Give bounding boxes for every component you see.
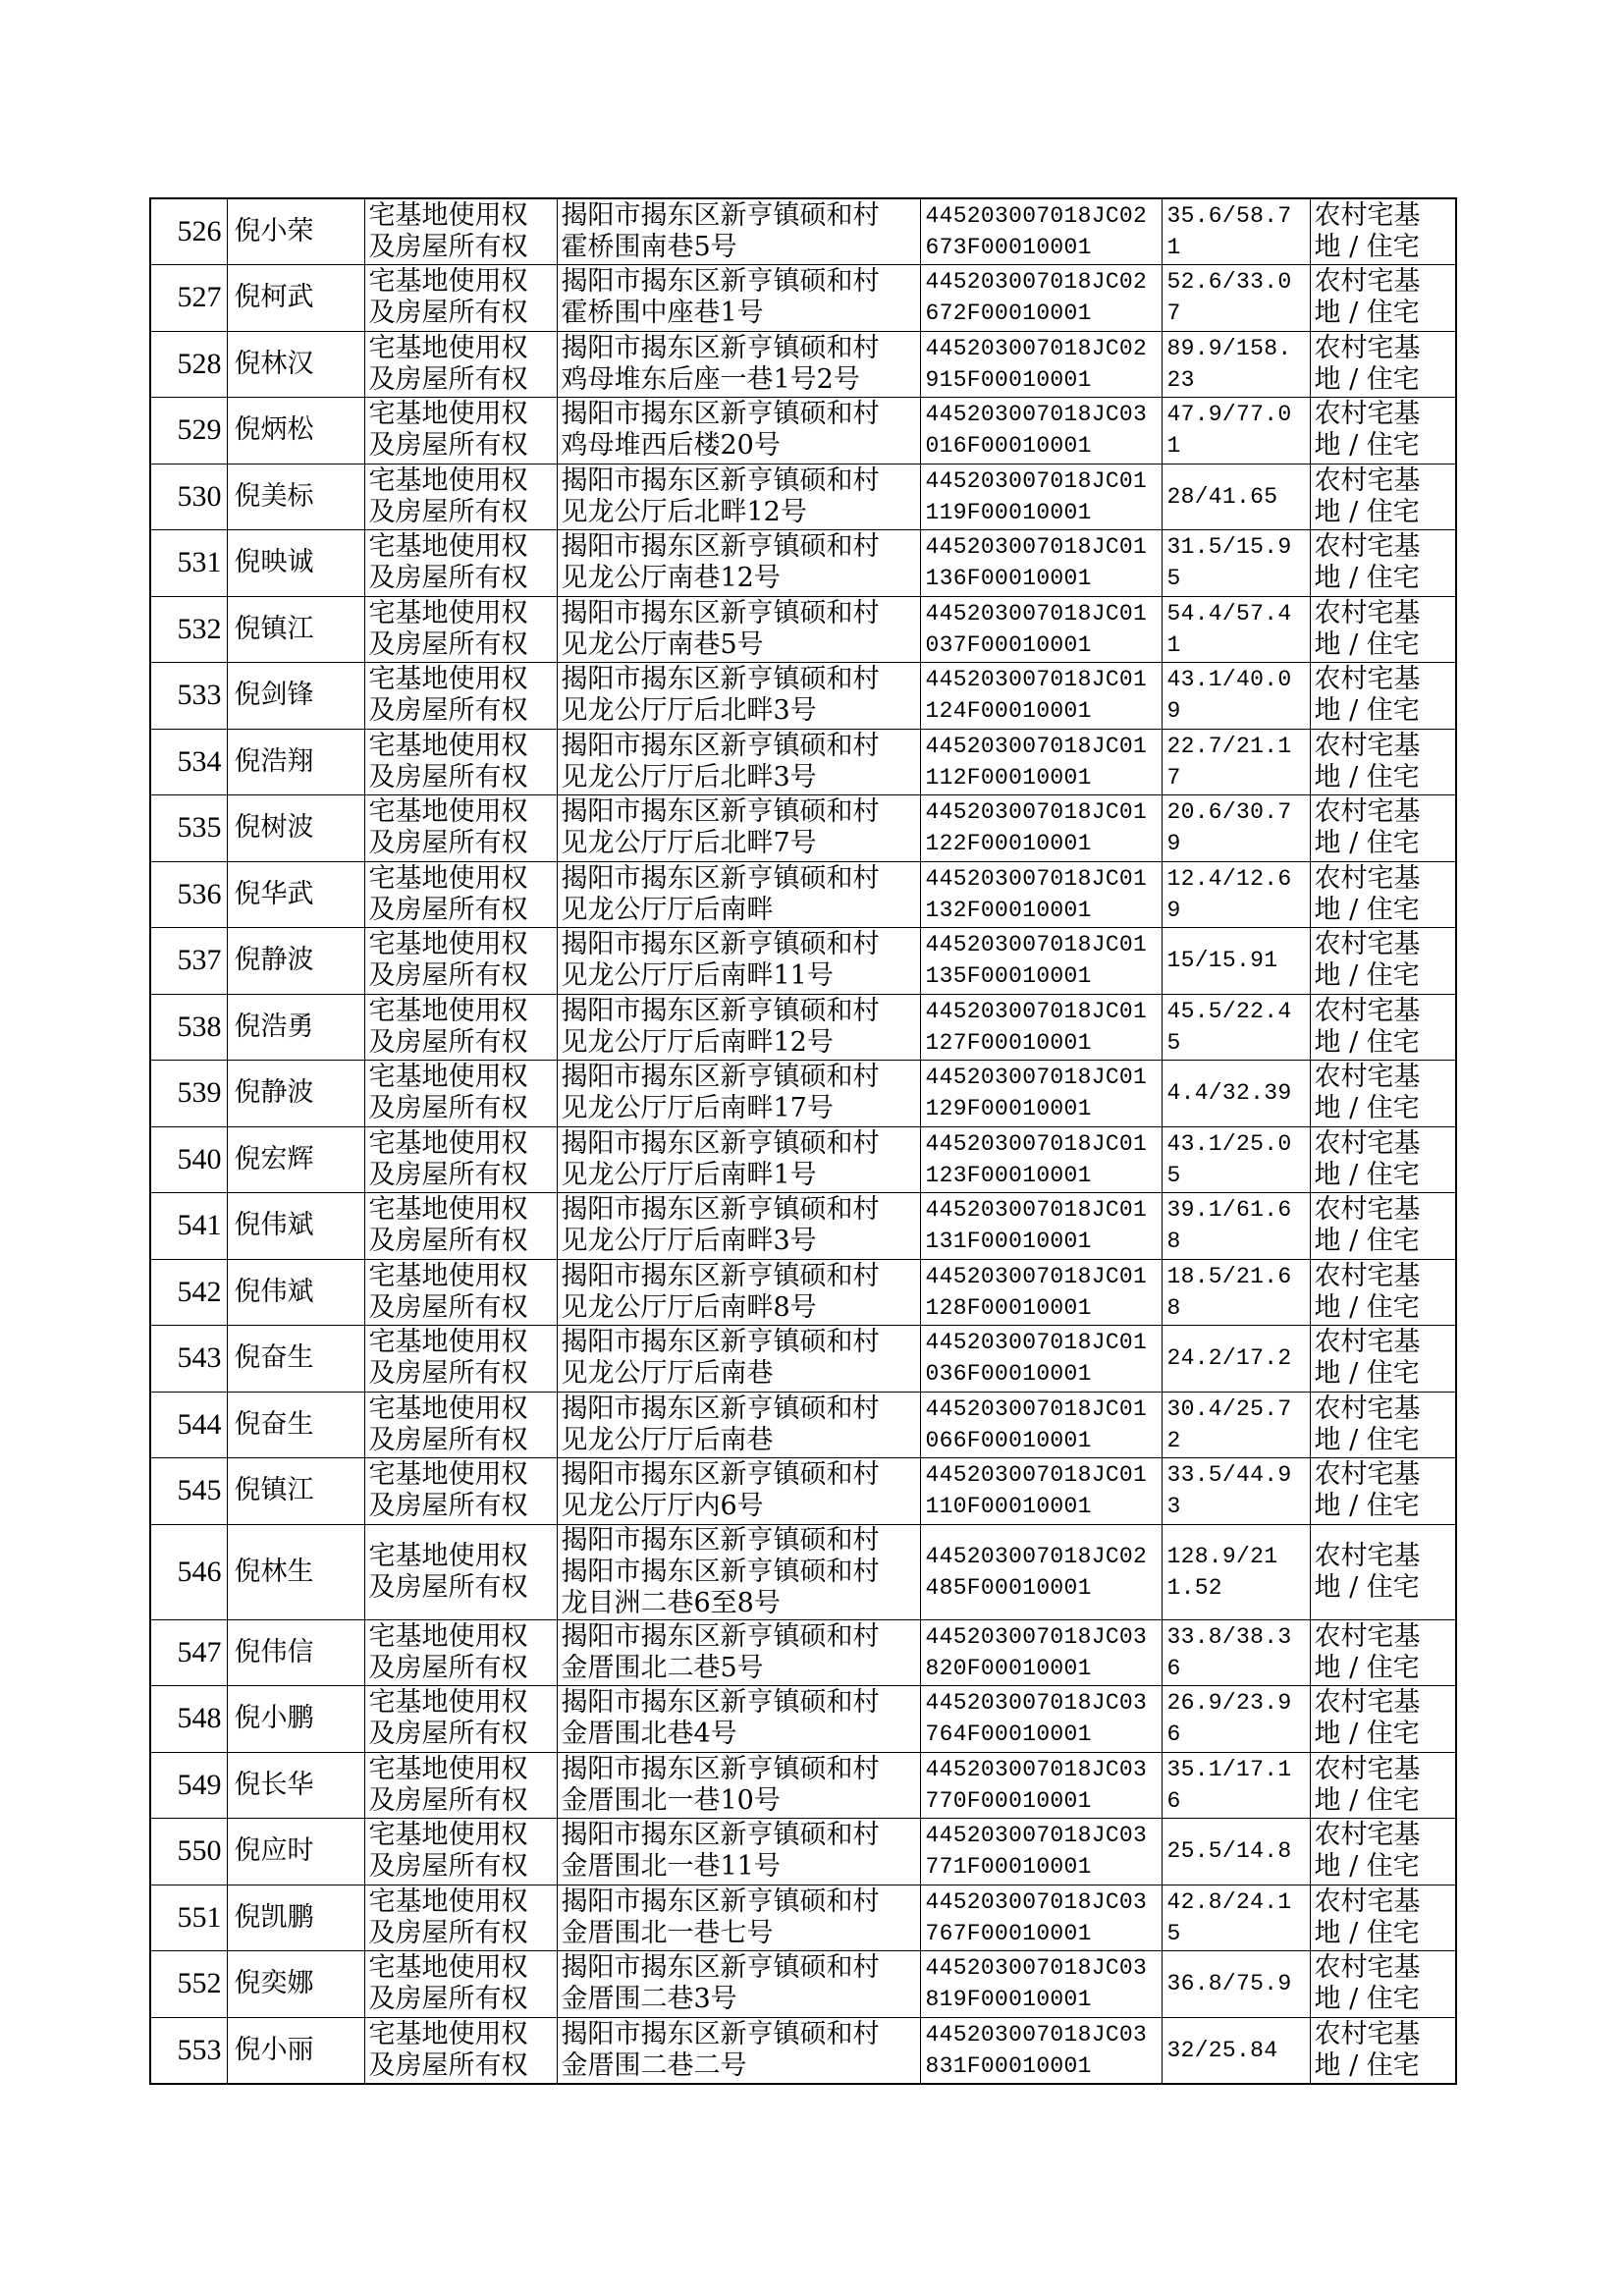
area-value: 30.4/25.72 bbox=[1162, 1392, 1310, 1458]
right-type: 宅基地使用权及房屋所有权 bbox=[364, 1819, 557, 1885]
land-usage: 农村宅基地 / 住宅 bbox=[1310, 1061, 1456, 1127]
area-value: 25.5/14.8 bbox=[1162, 1819, 1310, 1885]
owner-name: 倪映诚 bbox=[227, 530, 364, 597]
owner-name: 倪凯鹏 bbox=[227, 1885, 364, 1951]
land-usage: 农村宅基地 / 住宅 bbox=[1310, 1326, 1456, 1393]
unit-code: 445203007018JC01123F00010001 bbox=[920, 1126, 1162, 1193]
unit-code: 445203007018JC01127F00010001 bbox=[920, 994, 1162, 1061]
property-address: 揭阳市揭东区新亨镇硕和村见龙公厅厅后南畔8号 bbox=[557, 1259, 920, 1326]
owner-name: 倪静波 bbox=[227, 1061, 364, 1127]
table-row bbox=[150, 1061, 1456, 1127]
unit-code: 445203007018JC01037F00010001 bbox=[920, 596, 1162, 663]
property-address: 揭阳市揭东区新亨镇硕和村见龙公厅厅后南巷 bbox=[557, 1392, 920, 1458]
table-row bbox=[150, 265, 1456, 332]
table-row bbox=[150, 861, 1456, 928]
owner-name: 倪剑锋 bbox=[227, 663, 364, 730]
right-type: 宅基地使用权及房屋所有权 bbox=[364, 994, 557, 1061]
table-row bbox=[150, 1619, 1456, 1686]
table-row bbox=[150, 795, 1456, 862]
owner-name: 倪小鹏 bbox=[227, 1686, 364, 1753]
area-value: 33.8/38.36 bbox=[1162, 1619, 1310, 1686]
unit-code: 445203007018JC03831F00010001 bbox=[920, 2017, 1162, 2084]
row-number: 534 bbox=[150, 729, 227, 795]
area-value: 15/15.91 bbox=[1162, 928, 1310, 995]
property-address: 揭阳市揭东区新亨镇硕和村金厝围北一巷10号 bbox=[557, 1752, 920, 1819]
right-type: 宅基地使用权及房屋所有权 bbox=[364, 1619, 557, 1686]
area-value: 128.9/211.52 bbox=[1162, 1524, 1310, 1619]
unit-code: 445203007018JC01110F00010001 bbox=[920, 1458, 1162, 1525]
unit-code: 445203007018JC02915F00010001 bbox=[920, 331, 1162, 398]
table-row bbox=[150, 1259, 1456, 1326]
property-address: 揭阳市揭东区新亨镇硕和村揭阳市揭东区新亨镇硕和村龙目洲二巷6至8号 bbox=[557, 1524, 920, 1619]
area-value: 52.6/33.07 bbox=[1162, 265, 1310, 332]
land-usage: 农村宅基地 / 住宅 bbox=[1310, 729, 1456, 795]
land-usage: 农村宅基地 / 住宅 bbox=[1310, 596, 1456, 663]
unit-code: 445203007018JC03767F00010001 bbox=[920, 1885, 1162, 1951]
right-type: 宅基地使用权及房屋所有权 bbox=[364, 795, 557, 862]
area-value: 45.5/22.45 bbox=[1162, 994, 1310, 1061]
area-value: 20.6/30.79 bbox=[1162, 795, 1310, 862]
property-address: 揭阳市揭东区新亨镇硕和村见龙公厅南巷12号 bbox=[557, 530, 920, 597]
table-row bbox=[150, 928, 1456, 995]
land-usage: 农村宅基地 / 住宅 bbox=[1310, 398, 1456, 464]
table-row bbox=[150, 1458, 1456, 1525]
table-row bbox=[150, 994, 1456, 1061]
area-value: 32/25.84 bbox=[1162, 2017, 1310, 2084]
table-row bbox=[150, 1885, 1456, 1951]
right-type: 宅基地使用权及房屋所有权 bbox=[364, 1126, 557, 1193]
owner-name: 倪浩翔 bbox=[227, 729, 364, 795]
right-type: 宅基地使用权及房屋所有权 bbox=[364, 1686, 557, 1753]
unit-code: 445203007018JC01066F00010001 bbox=[920, 1392, 1162, 1458]
right-type: 宅基地使用权及房屋所有权 bbox=[364, 596, 557, 663]
table-row bbox=[150, 596, 1456, 663]
owner-name: 倪伟信 bbox=[227, 1619, 364, 1686]
land-usage: 农村宅基地 / 住宅 bbox=[1310, 1259, 1456, 1326]
land-usage: 农村宅基地 / 住宅 bbox=[1310, 265, 1456, 332]
table-row bbox=[150, 331, 1456, 398]
land-usage: 农村宅基地 / 住宅 bbox=[1310, 331, 1456, 398]
unit-code: 445203007018JC01129F00010001 bbox=[920, 1061, 1162, 1127]
row-number: 537 bbox=[150, 928, 227, 995]
property-address: 揭阳市揭东区新亨镇硕和村见龙公厅厅后南畔11号 bbox=[557, 928, 920, 995]
unit-code: 445203007018JC03770F00010001 bbox=[920, 1752, 1162, 1819]
land-usage: 农村宅基地 / 住宅 bbox=[1310, 1458, 1456, 1525]
row-number: 551 bbox=[150, 1885, 227, 1951]
area-value: 43.1/25.05 bbox=[1162, 1126, 1310, 1193]
owner-name: 倪奋生 bbox=[227, 1392, 364, 1458]
property-register-table bbox=[149, 197, 1457, 2085]
land-usage: 农村宅基地 / 住宅 bbox=[1310, 464, 1456, 530]
right-type: 宅基地使用权及房屋所有权 bbox=[364, 530, 557, 597]
table-row bbox=[150, 1819, 1456, 1885]
table-row bbox=[150, 1686, 1456, 1753]
right-type: 宅基地使用权及房屋所有权 bbox=[364, 198, 557, 265]
unit-code: 445203007018JC01135F00010001 bbox=[920, 928, 1162, 995]
owner-name: 倪炳松 bbox=[227, 398, 364, 464]
owner-name: 倪静波 bbox=[227, 928, 364, 995]
owner-name: 倪林汉 bbox=[227, 331, 364, 398]
land-usage: 农村宅基地 / 住宅 bbox=[1310, 2017, 1456, 2084]
table-row bbox=[150, 729, 1456, 795]
area-value: 24.2/17.2 bbox=[1162, 1326, 1310, 1393]
table-body bbox=[150, 198, 1456, 2084]
property-address: 揭阳市揭东区新亨镇硕和村金厝围二巷二号 bbox=[557, 2017, 920, 2084]
right-type: 宅基地使用权及房屋所有权 bbox=[364, 1885, 557, 1951]
property-address: 揭阳市揭东区新亨镇硕和村见龙公厅厅后南畔12号 bbox=[557, 994, 920, 1061]
table-row bbox=[150, 1752, 1456, 1819]
unit-code: 445203007018JC01112F00010001 bbox=[920, 729, 1162, 795]
owner-name: 倪柯武 bbox=[227, 265, 364, 332]
right-type: 宅基地使用权及房屋所有权 bbox=[364, 1524, 557, 1619]
unit-code: 445203007018JC01131F00010001 bbox=[920, 1193, 1162, 1260]
unit-code: 445203007018JC01136F00010001 bbox=[920, 530, 1162, 597]
land-usage: 农村宅基地 / 住宅 bbox=[1310, 1193, 1456, 1260]
row-number: 533 bbox=[150, 663, 227, 730]
property-address: 揭阳市揭东区新亨镇硕和村见龙公厅后北畔12号 bbox=[557, 464, 920, 530]
property-address: 揭阳市揭东区新亨镇硕和村金厝围北二巷5号 bbox=[557, 1619, 920, 1686]
land-usage: 农村宅基地 / 住宅 bbox=[1310, 1619, 1456, 1686]
unit-code: 445203007018JC03819F00010001 bbox=[920, 1951, 1162, 2018]
land-usage: 农村宅基地 / 住宅 bbox=[1310, 1752, 1456, 1819]
property-address: 揭阳市揭东区新亨镇硕和村金厝围二巷3号 bbox=[557, 1951, 920, 2018]
right-type: 宅基地使用权及房屋所有权 bbox=[364, 464, 557, 530]
property-address: 揭阳市揭东区新亨镇硕和村霍桥围南巷5号 bbox=[557, 198, 920, 265]
land-usage: 农村宅基地 / 住宅 bbox=[1310, 530, 1456, 597]
area-value: 26.9/23.96 bbox=[1162, 1686, 1310, 1753]
area-value: 28/41.65 bbox=[1162, 464, 1310, 530]
row-number: 539 bbox=[150, 1061, 227, 1127]
land-usage: 农村宅基地 / 住宅 bbox=[1310, 994, 1456, 1061]
row-number: 546 bbox=[150, 1524, 227, 1619]
owner-name: 倪华武 bbox=[227, 861, 364, 928]
area-value: 47.9/77.01 bbox=[1162, 398, 1310, 464]
right-type: 宅基地使用权及房屋所有权 bbox=[364, 1752, 557, 1819]
land-usage: 农村宅基地 / 住宅 bbox=[1310, 1951, 1456, 2018]
unit-code: 445203007018JC01124F00010001 bbox=[920, 663, 1162, 730]
row-number: 553 bbox=[150, 2017, 227, 2084]
unit-code: 445203007018JC03820F00010001 bbox=[920, 1619, 1162, 1686]
row-number: 529 bbox=[150, 398, 227, 464]
land-usage: 农村宅基地 / 住宅 bbox=[1310, 1819, 1456, 1885]
right-type: 宅基地使用权及房屋所有权 bbox=[364, 2017, 557, 2084]
unit-code: 445203007018JC02485F00010001 bbox=[920, 1524, 1162, 1619]
land-usage: 农村宅基地 / 住宅 bbox=[1310, 663, 1456, 730]
table-row bbox=[150, 464, 1456, 530]
right-type: 宅基地使用权及房屋所有权 bbox=[364, 928, 557, 995]
property-address: 揭阳市揭东区新亨镇硕和村见龙公厅厅后南畔3号 bbox=[557, 1193, 920, 1260]
unit-code: 445203007018JC02672F00010001 bbox=[920, 265, 1162, 332]
right-type: 宅基地使用权及房屋所有权 bbox=[364, 1326, 557, 1393]
area-value: 54.4/57.41 bbox=[1162, 596, 1310, 663]
area-value: 22.7/21.17 bbox=[1162, 729, 1310, 795]
property-address: 揭阳市揭东区新亨镇硕和村见龙公厅厅后北畔3号 bbox=[557, 663, 920, 730]
property-address: 揭阳市揭东区新亨镇硕和村见龙公厅厅后南畔17号 bbox=[557, 1061, 920, 1127]
area-value: 89.9/158.23 bbox=[1162, 331, 1310, 398]
unit-code: 445203007018JC01128F00010001 bbox=[920, 1259, 1162, 1326]
property-address: 揭阳市揭东区新亨镇硕和村鸡母堆西后楼20号 bbox=[557, 398, 920, 464]
area-value: 36.8/75.9 bbox=[1162, 1951, 1310, 2018]
property-address: 揭阳市揭东区新亨镇硕和村金厝围北巷4号 bbox=[557, 1686, 920, 1753]
unit-code: 445203007018JC03771F00010001 bbox=[920, 1819, 1162, 1885]
property-address: 揭阳市揭东区新亨镇硕和村鸡母堆东后座一巷1号2号 bbox=[557, 331, 920, 398]
land-usage: 农村宅基地 / 住宅 bbox=[1310, 1392, 1456, 1458]
unit-code: 445203007018JC03016F00010001 bbox=[920, 398, 1162, 464]
owner-name: 倪美标 bbox=[227, 464, 364, 530]
owner-name: 倪浩勇 bbox=[227, 994, 364, 1061]
owner-name: 倪镇江 bbox=[227, 596, 364, 663]
table-row bbox=[150, 1951, 1456, 2018]
table-row bbox=[150, 1126, 1456, 1193]
land-usage: 农村宅基地 / 住宅 bbox=[1310, 928, 1456, 995]
right-type: 宅基地使用权及房屋所有权 bbox=[364, 331, 557, 398]
property-address: 揭阳市揭东区新亨镇硕和村金厝围北一巷11号 bbox=[557, 1819, 920, 1885]
property-address: 揭阳市揭东区新亨镇硕和村见龙公厅厅后南畔 bbox=[557, 861, 920, 928]
right-type: 宅基地使用权及房屋所有权 bbox=[364, 1259, 557, 1326]
area-value: 18.5/21.68 bbox=[1162, 1259, 1310, 1326]
area-value: 42.8/24.15 bbox=[1162, 1885, 1310, 1951]
owner-name: 倪镇江 bbox=[227, 1458, 364, 1525]
right-type: 宅基地使用权及房屋所有权 bbox=[364, 398, 557, 464]
owner-name: 倪伟斌 bbox=[227, 1259, 364, 1326]
unit-code: 445203007018JC03764F00010001 bbox=[920, 1686, 1162, 1753]
row-number: 540 bbox=[150, 1126, 227, 1193]
row-number: 541 bbox=[150, 1193, 227, 1260]
row-number: 545 bbox=[150, 1458, 227, 1525]
property-address: 揭阳市揭东区新亨镇硕和村金厝围北一巷七号 bbox=[557, 1885, 920, 1951]
unit-code: 445203007018JC01122F00010001 bbox=[920, 795, 1162, 862]
property-address: 揭阳市揭东区新亨镇硕和村见龙公厅厅后北畔7号 bbox=[557, 795, 920, 862]
property-address: 揭阳市揭东区新亨镇硕和村见龙公厅厅后南畔1号 bbox=[557, 1126, 920, 1193]
owner-name: 倪伟斌 bbox=[227, 1193, 364, 1260]
right-type: 宅基地使用权及房屋所有权 bbox=[364, 1458, 557, 1525]
row-number: 526 bbox=[150, 198, 227, 265]
area-value: 4.4/32.39 bbox=[1162, 1061, 1310, 1127]
table-row bbox=[150, 663, 1456, 730]
owner-name: 倪奕娜 bbox=[227, 1951, 364, 2018]
area-value: 12.4/12.69 bbox=[1162, 861, 1310, 928]
right-type: 宅基地使用权及房屋所有权 bbox=[364, 1193, 557, 1260]
land-usage: 农村宅基地 / 住宅 bbox=[1310, 861, 1456, 928]
owner-name: 倪奋生 bbox=[227, 1326, 364, 1393]
property-address: 揭阳市揭东区新亨镇硕和村见龙公厅厅内6号 bbox=[557, 1458, 920, 1525]
owner-name: 倪树波 bbox=[227, 795, 364, 862]
table-row bbox=[150, 398, 1456, 464]
row-number: 538 bbox=[150, 994, 227, 1061]
table-row bbox=[150, 1193, 1456, 1260]
unit-code: 445203007018JC01132F00010001 bbox=[920, 861, 1162, 928]
property-address: 揭阳市揭东区新亨镇硕和村见龙公厅厅后北畔3号 bbox=[557, 729, 920, 795]
right-type: 宅基地使用权及房屋所有权 bbox=[364, 1392, 557, 1458]
unit-code: 445203007018JC01119F00010001 bbox=[920, 464, 1162, 530]
row-number: 543 bbox=[150, 1326, 227, 1393]
table-row bbox=[150, 530, 1456, 597]
owner-name: 倪长华 bbox=[227, 1752, 364, 1819]
land-usage: 农村宅基地 / 住宅 bbox=[1310, 1524, 1456, 1619]
unit-code: 445203007018JC01036F00010001 bbox=[920, 1326, 1162, 1393]
row-number: 549 bbox=[150, 1752, 227, 1819]
row-number: 544 bbox=[150, 1392, 227, 1458]
land-usage: 农村宅基地 / 住宅 bbox=[1310, 1686, 1456, 1753]
owner-name: 倪小丽 bbox=[227, 2017, 364, 2084]
table-row bbox=[150, 1326, 1456, 1393]
right-type: 宅基地使用权及房屋所有权 bbox=[364, 1061, 557, 1127]
area-value: 33.5/44.93 bbox=[1162, 1458, 1310, 1525]
row-number: 530 bbox=[150, 464, 227, 530]
row-number: 542 bbox=[150, 1259, 227, 1326]
row-number: 527 bbox=[150, 265, 227, 332]
land-usage: 农村宅基地 / 住宅 bbox=[1310, 1126, 1456, 1193]
row-number: 536 bbox=[150, 861, 227, 928]
area-value: 39.1/61.68 bbox=[1162, 1193, 1310, 1260]
owner-name: 倪小荣 bbox=[227, 198, 364, 265]
row-number: 532 bbox=[150, 596, 227, 663]
row-number: 547 bbox=[150, 1619, 227, 1686]
row-number: 550 bbox=[150, 1819, 227, 1885]
table-row bbox=[150, 198, 1456, 265]
right-type: 宅基地使用权及房屋所有权 bbox=[364, 265, 557, 332]
area-value: 43.1/40.09 bbox=[1162, 663, 1310, 730]
right-type: 宅基地使用权及房屋所有权 bbox=[364, 1951, 557, 2018]
property-address: 揭阳市揭东区新亨镇硕和村见龙公厅南巷5号 bbox=[557, 596, 920, 663]
table-row bbox=[150, 1524, 1456, 1619]
row-number: 548 bbox=[150, 1686, 227, 1753]
owner-name: 倪宏辉 bbox=[227, 1126, 364, 1193]
area-value: 31.5/15.95 bbox=[1162, 530, 1310, 597]
owner-name: 倪林生 bbox=[227, 1524, 364, 1619]
right-type: 宅基地使用权及房屋所有权 bbox=[364, 861, 557, 928]
land-usage: 农村宅基地 / 住宅 bbox=[1310, 795, 1456, 862]
table-row bbox=[150, 2017, 1456, 2084]
row-number: 552 bbox=[150, 1951, 227, 2018]
property-address: 揭阳市揭东区新亨镇硕和村见龙公厅厅后南巷 bbox=[557, 1326, 920, 1393]
area-value: 35.6/58.71 bbox=[1162, 198, 1310, 265]
row-number: 531 bbox=[150, 530, 227, 597]
land-usage: 农村宅基地 / 住宅 bbox=[1310, 198, 1456, 265]
right-type: 宅基地使用权及房屋所有权 bbox=[364, 729, 557, 795]
row-number: 535 bbox=[150, 795, 227, 862]
right-type: 宅基地使用权及房屋所有权 bbox=[364, 663, 557, 730]
row-number: 528 bbox=[150, 331, 227, 398]
owner-name: 倪应时 bbox=[227, 1819, 364, 1885]
unit-code: 445203007018JC02673F00010001 bbox=[920, 198, 1162, 265]
property-address: 揭阳市揭东区新亨镇硕和村霍桥围中座巷1号 bbox=[557, 265, 920, 332]
area-value: 35.1/17.16 bbox=[1162, 1752, 1310, 1819]
table-row bbox=[150, 1392, 1456, 1458]
land-usage: 农村宅基地 / 住宅 bbox=[1310, 1885, 1456, 1951]
